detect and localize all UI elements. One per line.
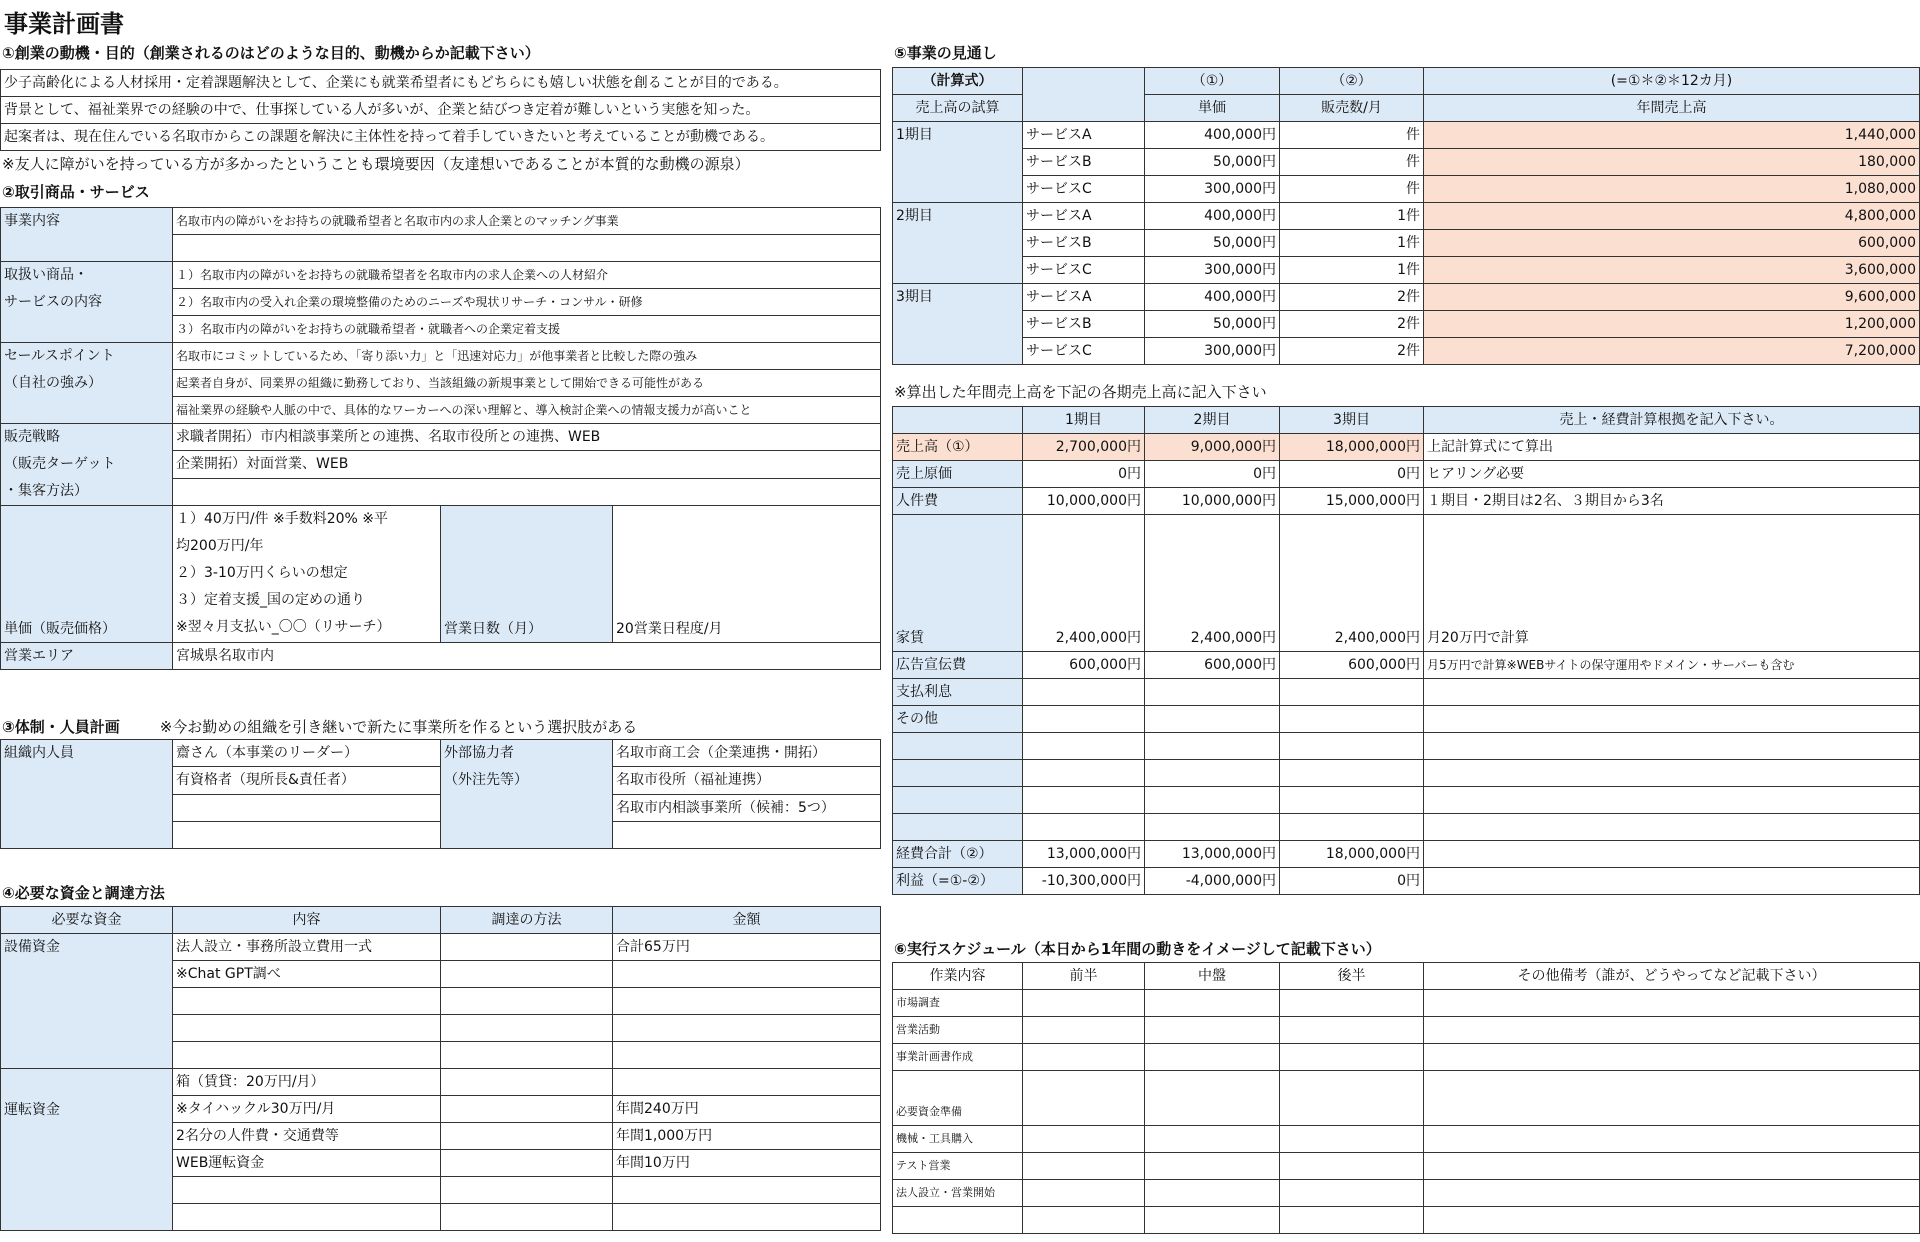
task-name: 機械・工具購入 — [893, 1126, 1023, 1153]
pl-value[interactable] — [1145, 679, 1280, 706]
pl-value[interactable]: 10,000,000円 — [1023, 488, 1145, 515]
service-name[interactable]: サービスB — [1023, 230, 1145, 257]
pl-value[interactable] — [1145, 814, 1280, 841]
funding-method[interactable] — [441, 1015, 613, 1042]
sales-note: ※算出した年間売上高を下記の各期売上高に記入下さい — [894, 383, 1267, 401]
funding-content[interactable] — [173, 1204, 441, 1231]
schedule-cell[interactable] — [1280, 1180, 1424, 1207]
task-name-empty — [893, 1207, 1023, 1234]
funding-amount[interactable] — [613, 1069, 881, 1096]
funding-content[interactable]: ※Chat GPT調べ — [173, 961, 441, 988]
funding-amount[interactable]: 合計65万円 — [613, 934, 881, 961]
service-name[interactable]: サービスB — [1023, 311, 1145, 338]
funding-method[interactable] — [441, 1123, 613, 1150]
pl-header: 1期目 — [1023, 407, 1145, 434]
motivation-table — [0, 69, 881, 151]
funding-header: 調達の方法 — [441, 907, 613, 934]
period-label: 2期目 — [893, 203, 1023, 284]
schedule-cell[interactable] — [1280, 1207, 1424, 1234]
products-table — [0, 207, 881, 670]
pl-label: 売上高（①） — [893, 434, 1023, 461]
pl-value[interactable] — [1280, 733, 1424, 760]
pl-value[interactable]: 2,700,000円 — [1023, 434, 1145, 461]
schedule-cell[interactable] — [1145, 990, 1280, 1017]
profit-value[interactable]: -4,000,000円 — [1145, 868, 1280, 895]
profit-loss-table — [892, 406, 1920, 895]
area-value[interactable]: 宮城県名取市内 — [173, 643, 881, 670]
product-item[interactable]: ３）名取市内の障がいをお持ちの就職希望者・就職者への企業定着支援 — [173, 316, 881, 343]
expense-total[interactable]: 18,000,000円 — [1280, 841, 1424, 868]
schedule-cell[interactable] — [1145, 1207, 1280, 1234]
funding-amount[interactable] — [613, 1015, 881, 1042]
calc-header: （計算式） — [893, 68, 1023, 95]
strategy-item[interactable]: 企業開拓）対面営業、WEB — [173, 451, 881, 478]
funding-content[interactable] — [173, 1177, 441, 1204]
service-name[interactable]: サービスB — [1023, 149, 1145, 176]
funding-method[interactable] — [441, 1069, 613, 1096]
motivation-note: ※友人に障がいを持っている方が多かったということも環境要因（友達想いであることが本質的な動機の源泉） — [2, 155, 750, 173]
schedule-cell[interactable] — [1424, 1126, 1920, 1153]
expense-total[interactable]: 13,000,000円 — [1145, 841, 1280, 868]
task-name: テスト営業 — [893, 1153, 1023, 1180]
business-text-empty[interactable] — [173, 235, 881, 262]
pl-value[interactable]: 2,400,000円 — [1280, 515, 1424, 652]
pl-basis[interactable] — [1424, 787, 1920, 814]
pl-label-empty — [893, 814, 1023, 841]
pl-label: 人件費 — [893, 488, 1023, 515]
pl-value[interactable] — [1023, 787, 1145, 814]
sales-point-item[interactable]: 名取市にコミットしているため、「寄り添い力」と「迅速対応力」が他事業者と比較した際の強み — [173, 343, 881, 370]
schedule-cell[interactable] — [1424, 1180, 1920, 1207]
calc-header: （②） — [1280, 68, 1424, 95]
pl-value[interactable] — [1023, 760, 1145, 787]
profit-value[interactable]: -10,300,000円 — [1023, 868, 1145, 895]
qty[interactable]: 件 — [1280, 149, 1424, 176]
schedule-cell[interactable] — [1145, 1017, 1280, 1044]
schedule-cell[interactable] — [1280, 1044, 1424, 1071]
schedule-cell[interactable] — [1023, 990, 1145, 1017]
operating-label: 運転資金 — [1, 1069, 173, 1231]
pl-header-blank — [893, 407, 1023, 434]
task-name: 営業活動 — [893, 1017, 1023, 1044]
pl-value[interactable] — [1280, 814, 1424, 841]
pl-basis[interactable] — [1424, 679, 1920, 706]
unit-price[interactable]: 300,000円 — [1145, 176, 1280, 203]
pl-basis[interactable]: 月5万円で計算※WEBサイトの保守運用やドメイン・サーバーも含む — [1424, 652, 1920, 679]
pl-label: 家賃 — [893, 515, 1023, 652]
schedule-cell[interactable] — [1145, 1071, 1280, 1126]
pl-basis[interactable]: 上記計算式にて算出 — [1424, 434, 1920, 461]
pl-basis[interactable]: １期目・2期目は2名、３期目から3名 — [1424, 488, 1920, 515]
pl-label: 売上原価 — [893, 461, 1023, 488]
schedule-cell[interactable] — [1424, 1071, 1920, 1126]
pl-value[interactable]: 15,000,000円 — [1280, 488, 1424, 515]
schedule-cell[interactable] — [1145, 1180, 1280, 1207]
product-item[interactable]: ２）名取市内の受入れ企業の環境整備のためのニーズや現状リサーチ・コンサル・研修 — [173, 289, 881, 316]
funding-table — [0, 906, 881, 1231]
pl-value[interactable]: 0円 — [1145, 461, 1280, 488]
calc-header: 販売数/月 — [1280, 95, 1424, 122]
service-name[interactable]: サービスA — [1023, 284, 1145, 311]
calc-header: (=①＊②＊12カ月) — [1424, 68, 1920, 95]
profit-label: 利益（=①-②） — [893, 868, 1023, 895]
motivation-line[interactable]: 起案者は、現在住んでいる名取市からこの課題を解決に主体性を持って着手していきたいと考えていることが動機である。 — [1, 124, 881, 151]
product-item[interactable]: １）名取市内の障がいをお持ちの就職希望者を名取市内の求人企業への人材紹介 — [173, 262, 881, 289]
task-name: 法人設立・営業開始 — [893, 1180, 1023, 1207]
schedule-header: 前半 — [1023, 963, 1145, 990]
schedule-cell[interactable] — [1023, 1044, 1145, 1071]
qty[interactable]: 件 — [1280, 176, 1424, 203]
section-2-heading: ②取引商品・サービス — [2, 183, 150, 201]
task-name: 必要資金準備 — [893, 1071, 1023, 1126]
equipment-label: 設備資金 — [1, 934, 173, 1069]
pl-value[interactable] — [1145, 733, 1280, 760]
pl-value[interactable] — [1145, 706, 1280, 733]
expense-total[interactable]: 13,000,000円 — [1023, 841, 1145, 868]
schedule-cell[interactable] — [1145, 1126, 1280, 1153]
schedule-cell[interactable] — [1023, 1207, 1145, 1234]
unit-price[interactable]: 300,000円 — [1145, 338, 1280, 365]
annual-sales[interactable]: 1,200,000 — [1424, 311, 1920, 338]
service-name[interactable]: サービスA — [1023, 203, 1145, 230]
calc-header: 売上高の試算 — [893, 95, 1023, 122]
schedule-header: 中盤 — [1145, 963, 1280, 990]
area-label: 営業エリア — [1, 643, 173, 670]
schedule-cell[interactable] — [1280, 1126, 1424, 1153]
pl-value[interactable] — [1280, 760, 1424, 787]
unit-price[interactable]: 50,000円 — [1145, 149, 1280, 176]
pl-header: 2期目 — [1145, 407, 1280, 434]
pl-value[interactable]: 2,400,000円 — [1145, 515, 1280, 652]
funding-method[interactable] — [441, 1096, 613, 1123]
staff-table — [0, 739, 881, 849]
funding-amount[interactable] — [613, 988, 881, 1015]
schedule-cell[interactable] — [1145, 1044, 1280, 1071]
service-name[interactable]: サービスC — [1023, 176, 1145, 203]
schedule-header: その他備考（誰が、どうやってなど記載下さい） — [1424, 963, 1920, 990]
funding-method[interactable] — [441, 988, 613, 1015]
funding-content[interactable]: 2名分の人件費・交通費等 — [173, 1123, 441, 1150]
business-text[interactable]: 名取市内の障がいをお持ちの就職希望者と名取市内の求人企業とのマッチング事業 — [173, 208, 881, 235]
pl-label-empty — [893, 760, 1023, 787]
qty[interactable]: 2件 — [1280, 311, 1424, 338]
pl-value[interactable] — [1280, 706, 1424, 733]
calc-header: 単価 — [1145, 95, 1280, 122]
funding-header: 金額 — [613, 907, 881, 934]
annual-sales[interactable]: 1,440,000 — [1424, 122, 1920, 149]
pl-label-empty — [893, 733, 1023, 760]
external-partner[interactable]: 名取市内相談事業所（候補：5つ） — [613, 794, 881, 821]
funding-amount[interactable]: 年間10万円 — [613, 1150, 881, 1177]
pl-value[interactable] — [1145, 787, 1280, 814]
unit-price[interactable]: 50,000円 — [1145, 230, 1280, 257]
sales-point-item[interactable]: 福祉業界の経験や人脈の中で、具体的なワーカーへの深い理解と、導入検討企業への情報支援力が高いこと — [173, 397, 881, 424]
pl-value[interactable] — [1280, 787, 1424, 814]
task-name: 事業計画書作成 — [893, 1044, 1023, 1071]
products-label: 取扱い商品・ サービスの内容 — [1, 262, 173, 343]
schedule-cell[interactable] — [1145, 1153, 1280, 1180]
page-title: 事業計画書 — [4, 10, 124, 38]
sales-calc-table — [892, 67, 1920, 365]
funding-header: 内容 — [173, 907, 441, 934]
funding-content[interactable]: ※タイハックル30万円/月 — [173, 1096, 441, 1123]
pl-basis[interactable] — [1424, 868, 1920, 895]
funding-content[interactable] — [173, 1042, 441, 1069]
pl-value[interactable] — [1023, 706, 1145, 733]
task-name: 市場調査 — [893, 990, 1023, 1017]
funding-content[interactable]: 法人設立・事務所設立費用一式 — [173, 934, 441, 961]
pl-value[interactable]: 10,000,000円 — [1145, 488, 1280, 515]
calc-header-service — [1023, 68, 1145, 122]
price-label: 単価（販売価格） — [1, 506, 173, 643]
pl-basis[interactable] — [1424, 733, 1920, 760]
pl-header: 3期目 — [1280, 407, 1424, 434]
pl-basis[interactable] — [1424, 760, 1920, 787]
unit-price[interactable]: 400,000円 — [1145, 284, 1280, 311]
funding-method[interactable] — [441, 934, 613, 961]
qty[interactable]: 2件 — [1280, 338, 1424, 365]
funding-content[interactable] — [173, 988, 441, 1015]
unit-price[interactable]: 300,000円 — [1145, 257, 1280, 284]
external-partner-empty[interactable] — [613, 821, 881, 848]
internal-member-empty[interactable] — [173, 794, 441, 821]
internal-member[interactable]: 齋さん（本事業のリーダー） — [173, 740, 441, 767]
pl-value[interactable] — [1145, 760, 1280, 787]
qty[interactable]: 1件 — [1280, 203, 1424, 230]
pl-value[interactable]: 600,000円 — [1145, 652, 1280, 679]
strategy-item-empty[interactable] — [173, 478, 881, 505]
funding-amount[interactable]: 年間240万円 — [613, 1096, 881, 1123]
pl-value[interactable]: 600,000円 — [1280, 652, 1424, 679]
funding-amount[interactable] — [613, 1042, 881, 1069]
pl-value[interactable]: 0円 — [1280, 461, 1424, 488]
annual-sales[interactable]: 1,080,000 — [1424, 176, 1920, 203]
external-partner[interactable]: 名取市商工会（企業連携・開拓） — [613, 740, 881, 767]
schedule-table — [892, 962, 1920, 1234]
pl-value[interactable] — [1280, 679, 1424, 706]
schedule-cell[interactable] — [1280, 990, 1424, 1017]
funding-amount[interactable] — [613, 1204, 881, 1231]
sales-point-label: セールスポイント （自社の強み） — [1, 343, 173, 424]
service-name[interactable]: サービスA — [1023, 122, 1145, 149]
section-3-heading: ③体制・人員計画 ※今お勤めの組織を引き継いで新たに事業所を作るという選択肢がある — [2, 718, 638, 736]
schedule-cell[interactable] — [1424, 1044, 1920, 1071]
pl-value[interactable]: 9,000,000円 — [1145, 434, 1280, 461]
schedule-cell[interactable] — [1424, 1017, 1920, 1044]
schedule-cell[interactable] — [1424, 1153, 1920, 1180]
pl-value[interactable] — [1023, 733, 1145, 760]
pl-label: その他 — [893, 706, 1023, 733]
annual-sales[interactable]: 3,600,000 — [1424, 257, 1920, 284]
unit-price[interactable]: 400,000円 — [1145, 203, 1280, 230]
expense-total-label: 経費合計（②） — [893, 841, 1023, 868]
external-partner[interactable]: 名取市役所（福祉連携） — [613, 767, 881, 794]
qty[interactable]: 2件 — [1280, 284, 1424, 311]
price-value[interactable]: １）40万円/件 ※手数料20% ※平 均200万円/年 ２）3-10万円くらいの想定 ３）定着支援_国の定めの通り ※翌々月支払い_〇〇（リサーチ） — [173, 506, 441, 643]
sales-point-item[interactable]: 起業者自身が、同業界の組織に勤務しており、当該組織の新規事業として開始できる可能性がある — [173, 370, 881, 397]
service-name[interactable]: サービスC — [1023, 338, 1145, 365]
schedule-cell[interactable] — [1023, 1017, 1145, 1044]
unit-price[interactable]: 400,000円 — [1145, 122, 1280, 149]
funding-content[interactable]: WEB運転資金 — [173, 1150, 441, 1177]
funding-content[interactable] — [173, 1015, 441, 1042]
pl-basis[interactable]: ヒアリング必要 — [1424, 461, 1920, 488]
motivation-line[interactable]: 少子高齢化による人材採用・定着課題解決として、企業にも就業希望者にもどちらにも嬉しい状態を創ることが目的である。 — [1, 70, 881, 97]
pl-label: 広告宣伝費 — [893, 652, 1023, 679]
pl-label-empty — [893, 787, 1023, 814]
schedule-cell[interactable] — [1424, 990, 1920, 1017]
annual-sales[interactable]: 180,000 — [1424, 149, 1920, 176]
funding-amount[interactable] — [613, 1177, 881, 1204]
schedule-cell[interactable] — [1023, 1071, 1145, 1126]
business-label: 事業内容 — [1, 208, 173, 262]
pl-value[interactable]: 2,400,000円 — [1023, 515, 1145, 652]
pl-value[interactable] — [1023, 679, 1145, 706]
schedule-cell[interactable] — [1023, 1180, 1145, 1207]
section-3-note: ※今お勤めの組織を引き継いで新たに事業所を作るという選択肢がある — [159, 718, 638, 736]
schedule-cell[interactable] — [1424, 1207, 1920, 1234]
annual-sales[interactable]: 600,000 — [1424, 230, 1920, 257]
strategy-item[interactable]: 求職者開拓）市内相談事業所との連携、名取市役所との連携、WEB — [173, 424, 881, 451]
schedule-header: 作業内容 — [893, 963, 1023, 990]
strategy-label: 販売戦略 （販売ターゲット ・集客方法） — [1, 424, 173, 506]
days-label: 営業日数（月） — [441, 506, 613, 643]
external-label: 外部協力者 （外注先等） — [441, 740, 613, 849]
period-label: 3期目 — [893, 284, 1023, 365]
internal-member-empty[interactable] — [173, 821, 441, 848]
annual-sales[interactable]: 9,600,000 — [1424, 284, 1920, 311]
schedule-cell[interactable] — [1280, 1071, 1424, 1126]
qty[interactable]: 1件 — [1280, 230, 1424, 257]
unit-price[interactable]: 50,000円 — [1145, 311, 1280, 338]
pl-value[interactable]: 0円 — [1023, 461, 1145, 488]
pl-header: 売上・経費計算根拠を記入下さい。 — [1424, 407, 1920, 434]
service-name[interactable]: サービスC — [1023, 257, 1145, 284]
calc-header: （①） — [1145, 68, 1280, 95]
pl-value[interactable]: 600,000円 — [1023, 652, 1145, 679]
pl-basis[interactable]: 月20万円で計算 — [1424, 515, 1920, 652]
funding-method[interactable] — [441, 1150, 613, 1177]
schedule-cell[interactable] — [1023, 1126, 1145, 1153]
funding-method[interactable] — [441, 1204, 613, 1231]
section-4-heading: ④必要な資金と調達方法 — [2, 884, 165, 902]
section-5-heading: ⑤事業の見通し — [894, 44, 997, 62]
section-1-heading: ①創業の動機・目的（創業されるのはどのような目的、動機からか記載下さい） — [2, 44, 540, 62]
annual-sales[interactable]: 4,800,000 — [1424, 203, 1920, 230]
calc-header: 年間売上高 — [1424, 95, 1920, 122]
funding-method[interactable] — [441, 961, 613, 988]
funding-amount[interactable]: 年間1,000万円 — [613, 1123, 881, 1150]
schedule-cell[interactable] — [1280, 1153, 1424, 1180]
schedule-cell[interactable] — [1280, 1017, 1424, 1044]
internal-label: 組織内人員 — [1, 740, 173, 849]
qty[interactable]: 件 — [1280, 122, 1424, 149]
period-label: 1期目 — [893, 122, 1023, 203]
internal-member[interactable]: 有資格者（現所長&責任者） — [173, 767, 441, 794]
funding-amount[interactable] — [613, 961, 881, 988]
pl-basis[interactable] — [1424, 814, 1920, 841]
profit-value[interactable]: 0円 — [1280, 868, 1424, 895]
qty[interactable]: 1件 — [1280, 257, 1424, 284]
pl-basis[interactable] — [1424, 706, 1920, 733]
funding-method[interactable] — [441, 1177, 613, 1204]
schedule-header: 後半 — [1280, 963, 1424, 990]
schedule-cell[interactable] — [1023, 1153, 1145, 1180]
pl-label: 支払利息 — [893, 679, 1023, 706]
annual-sales[interactable]: 7,200,000 — [1424, 338, 1920, 365]
funding-method[interactable] — [441, 1042, 613, 1069]
pl-basis[interactable] — [1424, 841, 1920, 868]
pl-value[interactable]: 18,000,000円 — [1280, 434, 1424, 461]
days-value[interactable]: 20営業日程度/月 — [613, 506, 881, 643]
section-6-heading: ⑥実行スケジュール（本日から1年間の動きをイメージして記載下さい） — [894, 940, 1381, 958]
funding-content[interactable]: 箱（賃貸：20万円/月） — [173, 1069, 441, 1096]
pl-value[interactable] — [1023, 814, 1145, 841]
motivation-line[interactable]: 背景として、福祉業界での経験の中で、仕事探している人が多いが、企業と結びつき定着が難しいという実態を知った。 — [1, 97, 881, 124]
funding-header: 必要な資金 — [1, 907, 173, 934]
